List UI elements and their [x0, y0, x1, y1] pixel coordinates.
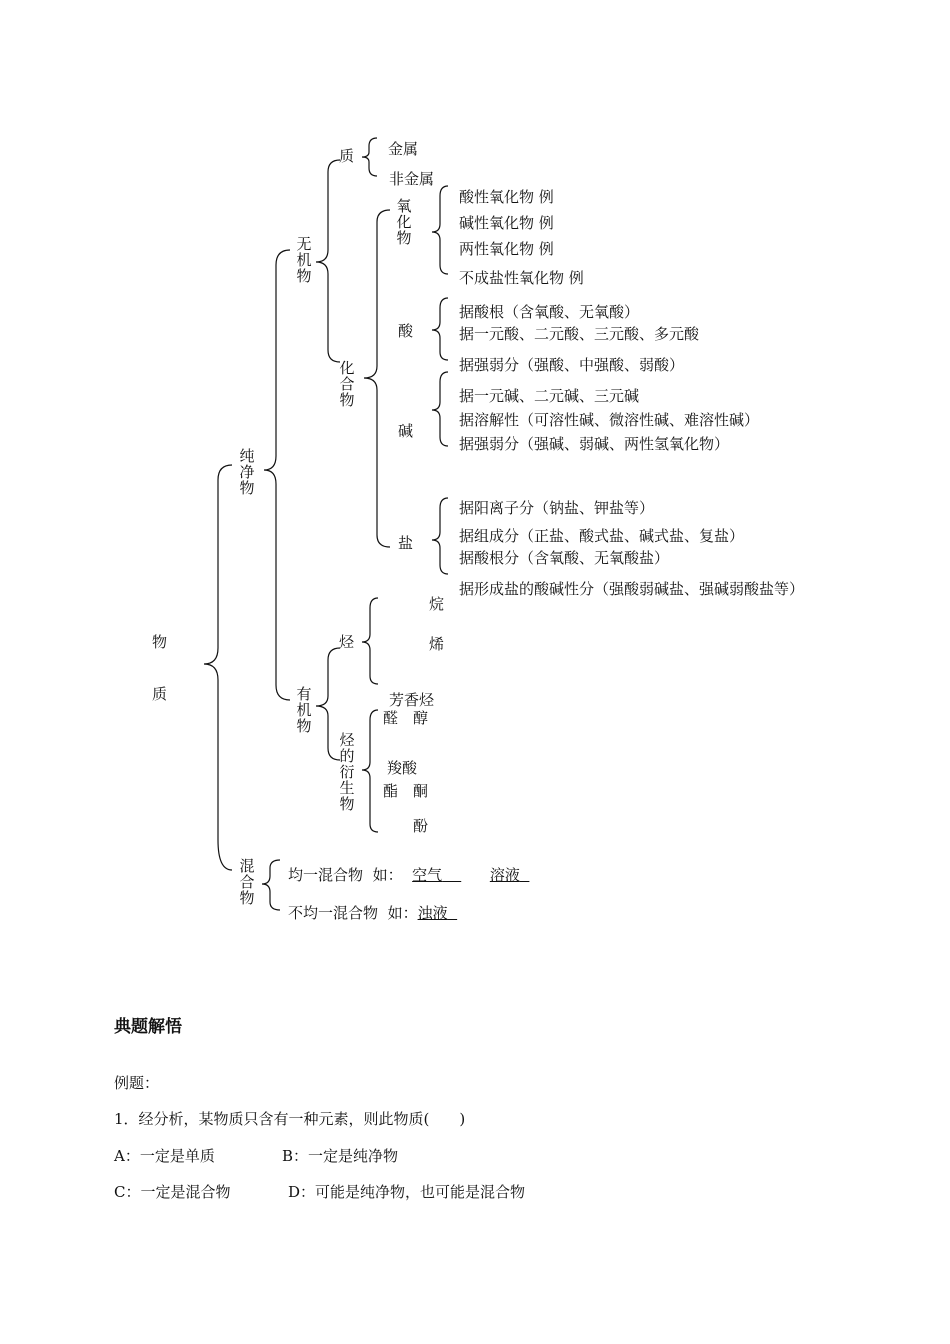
brace-pure [264, 250, 290, 700]
section-title: 典题解悟 [114, 1017, 182, 1037]
salt-label: 盐 [398, 534, 414, 552]
nonuniform-example: 浊液 [417, 904, 448, 922]
oxide-label: 氧化物 [396, 197, 412, 247]
option-b: B：一定是纯净物 [282, 1147, 399, 1165]
acid-item-1: 据酸根（含氧酸、无氧酸） [459, 303, 640, 321]
brace-matter [204, 465, 232, 870]
oxide-item-4: 不成盐性氧化物 例 [459, 269, 584, 287]
mixture-label: 混合物 [239, 857, 255, 907]
option-d: D：可能是纯净物，也可能是混合物 [288, 1183, 526, 1201]
compound-label: 化合物 [339, 359, 355, 409]
brace-derivative [362, 710, 378, 832]
option-c: C：一定是混合物 [114, 1183, 231, 1201]
derivative-alcohol: 醇 [413, 709, 429, 727]
brace-compound [364, 210, 390, 547]
hydrocarbon-aromatic: 芳香烃 [389, 691, 435, 709]
uniform-example-solution: 溶液 [489, 866, 520, 884]
salt-item-4: 据形成盐的酸碱性分（强酸弱碱盐、强碱弱酸盐等） [459, 580, 805, 598]
inorganic-label: 无机物 [296, 235, 312, 285]
oxide-item-2: 碱性氧化物 例 [459, 214, 554, 232]
brace-elemental [362, 138, 377, 176]
example-label: 例题： [114, 1074, 160, 1092]
salt-item-1: 据阳离子分（钠盐、钾盐等） [459, 499, 655, 517]
derivative-label: 烃的衍生物 [339, 731, 355, 813]
pure-label: 纯净物 [239, 447, 255, 497]
salt-item-2: 据组成分（正盐、酸式盐、碱式盐、复盐） [459, 527, 745, 545]
acid-item-3: 据强弱分（强酸、中强酸、弱酸） [459, 356, 685, 374]
acid-label: 酸 [398, 322, 414, 340]
derivative-ester: 酯 [383, 782, 399, 800]
brace-hydrocarbon [362, 598, 378, 684]
derivative-phenol: 酚 [413, 817, 429, 835]
salt-item-3: 据酸根分（含氧酸、无氧酸盐） [459, 549, 670, 567]
derivative-acid: 羧酸 [387, 759, 418, 777]
root-char-2: 质 [152, 685, 168, 703]
base-item-1: 据一元碱、二元碱、三元碱 [459, 387, 640, 405]
derivative-aldehyde: 醛 [383, 709, 399, 727]
option-a: A：一定是单质 [114, 1147, 215, 1165]
question-text: 1．经分析，某物质只含有一种元素，则此物质( ) [114, 1110, 466, 1128]
base-item-2: 据溶解性（可溶性碱、微溶性碱、难溶性碱） [459, 411, 760, 429]
root-char-1: 物 [152, 633, 168, 651]
base-label: 碱 [398, 422, 414, 440]
brace-mixture [262, 860, 280, 910]
brace-base [432, 372, 448, 446]
brace-acid [432, 298, 448, 360]
metal-partial: 金属 [388, 140, 419, 158]
nonuniform-mixture: 不均一混合物 如：浊液 [288, 904, 448, 922]
hydrocarbon-alkane: 烷 [429, 595, 445, 613]
elemental-label: 质 [339, 147, 355, 165]
uniform-mixture: 均一混合物 如： 空气 溶液 [288, 866, 520, 884]
brace-organic [316, 648, 340, 760]
derivative-ketone: 酮 [413, 782, 429, 800]
brace-oxide [432, 186, 448, 274]
brace-inorganic [316, 160, 340, 362]
oxide-item-1: 酸性氧化物 例 [459, 188, 554, 206]
nonmetal-label: 非金属 [389, 170, 435, 188]
acid-item-2: 据一元酸、二元酸、三元酸、多元酸 [459, 325, 700, 343]
hydrocarbon-label: 烃 [339, 633, 355, 651]
oxide-item-3: 两性氧化物 例 [459, 240, 554, 258]
hydrocarbon-alkene: 烯 [429, 635, 445, 653]
uniform-example-air: 空气 [412, 866, 443, 884]
organic-label: 有机物 [296, 685, 312, 735]
brace-salt [432, 498, 448, 574]
base-item-3: 据强弱分（强碱、弱碱、两性氢氧化物） [459, 435, 730, 453]
